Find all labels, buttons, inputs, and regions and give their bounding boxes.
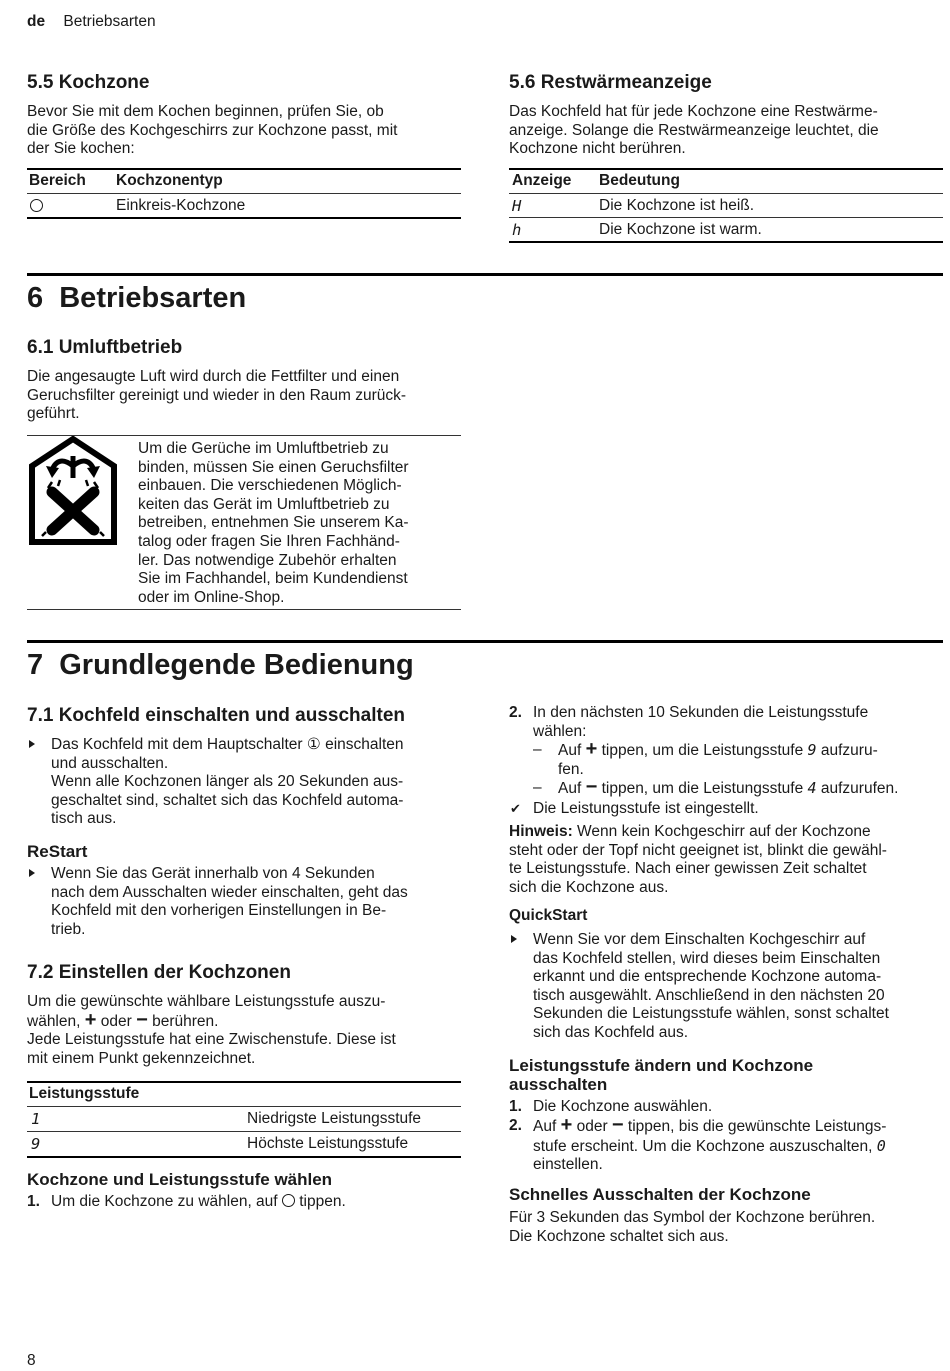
fast-off-text: [509, 1209, 947, 1246]
text-line: te Leistungsstufe. Nach einer gewissen Zeit schaltet: [509, 860, 867, 878]
language-code: de: [27, 13, 46, 30]
section-7-1-text: [51, 736, 466, 829]
table-header-bereich: Bereich: [29, 172, 86, 189]
minus-icon: −: [585, 776, 598, 798]
display-symbol: 1: [31, 1110, 41, 1128]
step-number: 2.: [509, 1117, 522, 1134]
text-line: nach dem Ausschalten wieder einschalten, geht das: [51, 883, 408, 901]
text-line: Das Kochfeld hat für jede Kochzone eine Restwärme-: [509, 103, 878, 120]
section-7-2-text: [27, 993, 467, 1068]
step-number: 2.: [509, 704, 522, 721]
table-header-anzeige: Anzeige: [512, 172, 572, 189]
chapter-6-title: 6 Betriebsarten: [27, 282, 247, 314]
restart-text: [51, 865, 466, 939]
text-line: Für 3 Sekunden das Symbol der Kochzone berühren.: [509, 1209, 876, 1226]
bullet-triangle-icon: [29, 869, 35, 877]
section-6-1-title: 6.1 Umluftbetrieb: [27, 337, 183, 358]
note-text: [509, 823, 947, 897]
text-line: sich die Kochzone aus.: [509, 878, 669, 896]
table-rule: [27, 168, 461, 170]
text-line: Kochzone nicht berühren.: [509, 140, 686, 158]
text-line: Das Kochfeld mit dem Hauptschalter: [51, 736, 303, 753]
text-line: aufzuru-: [820, 742, 878, 759]
circle-icon: [30, 199, 43, 212]
header-title: Betriebsarten: [63, 13, 156, 30]
text-line: einschalten: [325, 736, 404, 753]
table-header-kochzonentyp: Kochzonentyp: [116, 172, 223, 189]
text-line: stufe erscheint. Um die Kochzone auszuschalten,: [533, 1137, 873, 1155]
text-line: einstellen.: [533, 1156, 603, 1174]
table-rule: [509, 193, 943, 194]
text-line: geführt.: [27, 405, 80, 423]
step-text: [533, 704, 945, 741]
table-rule: [509, 168, 943, 170]
dash-marker: –: [533, 741, 542, 758]
text-line: Wenn Sie vor dem Einschalten Kochgeschirr auf: [533, 931, 866, 948]
text-line: In den nächsten 10 Sekunden die Leistungsstufe: [533, 704, 869, 721]
step-text: Die Kochzone auswählen.: [533, 1098, 713, 1115]
text-line: oder im Online-Shop.: [138, 588, 285, 606]
sub-step-text: [558, 776, 948, 799]
text-line: aufzurufen.: [820, 780, 899, 797]
recirculation-mode-icon: [28, 436, 118, 546]
info-box-text: [138, 440, 463, 607]
plus-icon: +: [560, 1114, 573, 1136]
step-number: 1.: [509, 1098, 522, 1115]
bullet-triangle-icon: [29, 740, 35, 748]
text-line: Jede Leistungsstufe hat eine Zwischenstufe. Diese ist: [27, 1031, 396, 1049]
text-line: Kochfeld mit den vorherigen Einstellungen in Be-: [51, 902, 387, 920]
text-line: Geruchsfilter gereinigt und wieder in den Raum zurück-: [27, 386, 407, 404]
text-line: ler. Das notwendige Zubehör erhalten: [138, 551, 397, 569]
table-rule: [27, 1131, 461, 1132]
text-line: oder: [100, 1012, 132, 1030]
text-line: Wenn kein Kochgeschirr auf der Kochzone: [577, 823, 871, 840]
section-6-1-intro: [27, 368, 467, 424]
change-level-title: [509, 1056, 813, 1094]
display-symbol: H: [512, 197, 522, 215]
chapter-7-title: 7 Grundlegende Bedienung: [27, 649, 414, 681]
text-line: mit einem Punkt gekennzeichnet.: [27, 1049, 256, 1067]
display-symbol: 9: [31, 1135, 41, 1153]
step-text: [51, 1193, 346, 1212]
text-line: berühren.: [152, 1012, 219, 1030]
power-icon: ①: [306, 736, 321, 753]
chapter-rule: [27, 640, 943, 643]
section-5-5-title: 5.5 Kochzone: [27, 72, 150, 93]
text-line: Auf: [533, 1118, 557, 1135]
text-line: tippen.: [299, 1193, 346, 1210]
minus-icon: −: [611, 1114, 624, 1136]
text-line: einbauen. Die verschiedenen Möglich-: [138, 477, 402, 495]
table-cell: Die Kochzone ist heiß.: [599, 197, 755, 214]
step-number: 1.: [27, 1193, 40, 1210]
text-line: der Sie kochen:: [27, 140, 135, 158]
table-rule: [27, 1106, 461, 1107]
display-symbol: 4: [807, 779, 817, 797]
text-line: die Größe des Kochgeschirrs zur Kochzone passt, mit: [27, 121, 398, 139]
text-line: Sekunden die Leistungsstufe wählen, sonst schaltet: [533, 1005, 889, 1023]
text-line: Wenn Sie das Gerät innerhalb von 4 Sekunden: [51, 865, 375, 882]
section-5-6-title: 5.6 Restwärmeanzeige: [509, 72, 712, 93]
text-line: tippen, um die Leistungsstufe: [601, 742, 804, 759]
table-cell: Die Kochzone ist warm.: [599, 221, 762, 238]
page-header: [27, 13, 156, 32]
section-7-2-title: 7.2 Einstellen der Kochzonen: [27, 962, 291, 983]
circle-icon: [282, 1194, 295, 1207]
text-line: sich das Kochfeld aus.: [533, 1023, 689, 1041]
select-zone-title: Kochzone und Leistungsstufe wählen: [27, 1170, 333, 1189]
table-rule: [27, 1081, 461, 1083]
page-number: 8: [27, 1352, 36, 1369]
dash-marker: –: [533, 779, 542, 796]
text-line: erkannt und die entsprechende Kochzone automa-: [533, 968, 882, 986]
text-line: das Kochfeld stellen, wird dieses beim Einschalten: [533, 949, 881, 967]
bullet-triangle-icon: [511, 935, 517, 943]
text-line: fen.: [558, 760, 584, 778]
text-line: Wenn alle Kochzonen länger als 20 Sekunden aus-: [51, 773, 404, 791]
text-line: tippen, um die Leistungsstufe: [601, 780, 804, 797]
table-rule: [509, 241, 943, 243]
section-7-1-title: 7.1 Kochfeld einschalten und ausschalten: [27, 705, 405, 726]
text-line: Um die Gerüche im Umluftbetrieb zu: [138, 440, 389, 457]
quickstart-text: [533, 931, 945, 1043]
section-5-5-intro: [27, 103, 467, 159]
plus-icon: +: [585, 738, 598, 760]
text-line: und ausschalten.: [51, 754, 169, 772]
text-line: Auf: [558, 780, 582, 797]
table-cell: Niedrigste Leistungsstufe: [247, 1110, 422, 1127]
text-line: Sie im Fachhandel, beim Kundendienst: [138, 570, 408, 588]
display-symbol: 9: [807, 741, 817, 759]
text-line: Bevor Sie mit dem Kochen beginnen, prüfen Sie, ob: [27, 103, 384, 120]
text-line: tisch aus.: [51, 810, 117, 828]
text-line: talog oder fragen Sie Ihren Fachhänd-: [138, 532, 400, 550]
text-line: Leistungsstufe ändern und Kochzone: [509, 1056, 814, 1075]
display-symbol: 0: [876, 1136, 886, 1155]
step-text: [533, 1114, 948, 1175]
table-cell: Höchste Leistungsstufe: [247, 1135, 409, 1152]
text-line: steht oder der Topf nicht geeignet ist, blinkt die gewähl-: [509, 841, 887, 859]
result-text: Die Leistungsstufe ist eingestellt.: [533, 800, 759, 817]
text-line: wählen,: [27, 1012, 81, 1030]
text-line: keiten das Gerät im Umluftbetrieb zu: [138, 495, 390, 513]
text-line: oder: [576, 1118, 608, 1135]
chapter-rule: [27, 273, 943, 276]
text-line: geschaltet sind, schaltet sich das Kochfeld automa-: [51, 791, 404, 809]
plus-icon: +: [84, 1008, 97, 1031]
quickstart-title: QuickStart: [509, 907, 588, 924]
text-line: ausschalten: [509, 1075, 608, 1094]
checkmark-icon: ✔: [510, 801, 521, 816]
text-line: Um die gewünschte wählbare Leistungsstufe auszu-: [27, 993, 386, 1010]
text-line: Auf: [558, 742, 582, 759]
text-line: wählen:: [533, 722, 587, 740]
text-line: betreiben, entnehmen Sie unserem Ka-: [138, 514, 409, 532]
restart-title: ReStart: [27, 842, 88, 861]
info-box-rule: [27, 609, 461, 610]
table-rule: [27, 193, 461, 194]
sub-step-text: [558, 738, 948, 779]
text-line: Um die Kochzone zu wählen, auf: [51, 1193, 278, 1210]
text-line: trieb.: [51, 920, 86, 938]
text-line: Die angesaugte Luft wird durch die Fettfilter und einen: [27, 368, 400, 385]
table-header-leistungsstufe: Leistungsstufe: [29, 1085, 140, 1102]
table-header-bedeutung: Bedeutung: [599, 172, 680, 189]
text-line: tippen, bis die gewünschte Leistungs-: [627, 1118, 887, 1135]
fast-off-title: Schnelles Ausschalten der Kochzone: [509, 1185, 811, 1204]
table-rule: [509, 217, 943, 218]
text-line: tisch ausgewählt. Anschließend in den nächsten 20: [533, 986, 885, 1004]
minus-icon: −: [136, 1008, 148, 1031]
text-line: anzeige. Solange die Restwärmeanzeige leuchtet, die: [509, 121, 879, 139]
table-cell: Einkreis-Kochzone: [116, 197, 246, 214]
text-line: binden, müssen Sie einen Geruchsfilter: [138, 458, 409, 476]
note-label: Hinweis:: [509, 823, 573, 840]
table-rule: [27, 1156, 461, 1158]
display-symbol: h: [512, 221, 522, 239]
text-line: Die Kochzone schaltet sich aus.: [509, 1227, 729, 1245]
table-rule: [27, 217, 461, 219]
section-5-6-intro: [509, 103, 944, 159]
